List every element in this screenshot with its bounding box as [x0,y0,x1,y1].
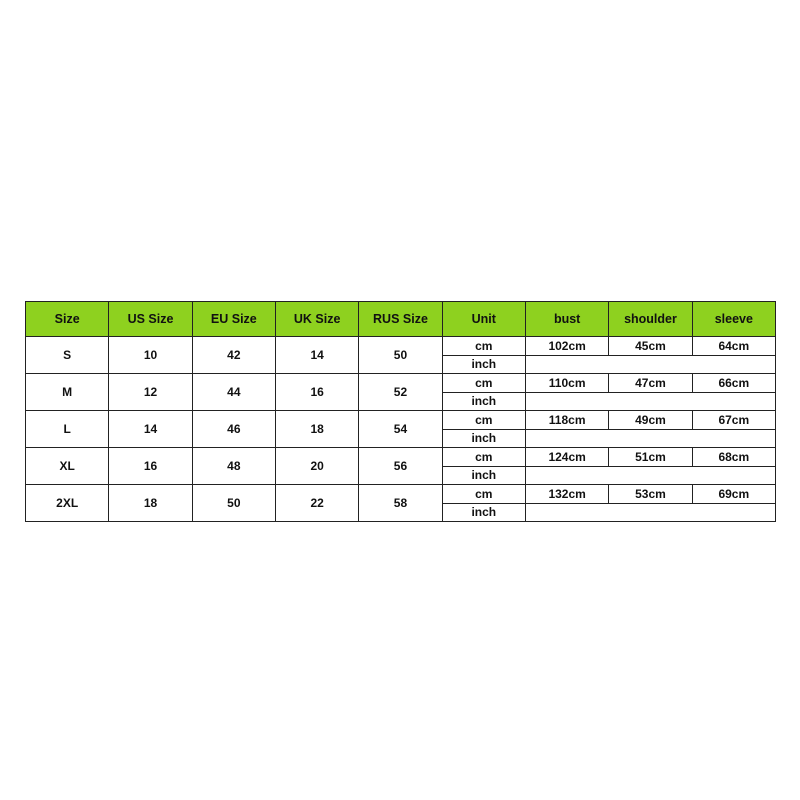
shoulder-cell: 45cm [609,337,692,356]
header-rus-size: RUS Size [359,302,442,337]
unit-cm-cell: cm [442,411,525,430]
rus-size-cell: 52 [359,374,442,411]
inch-values-blank [525,355,775,374]
table-row [26,411,776,430]
rus-size-cell: 56 [359,448,442,485]
table-row [26,337,776,356]
us-size-cell: 12 [109,374,192,411]
header-sleeve: sleeve [692,302,775,337]
us-size-cell: 18 [109,485,192,522]
eu-size-cell: 48 [192,448,275,485]
inch-values-blank [525,466,775,485]
sleeve-cell: 68cm [692,448,775,467]
unit-cm-cell: cm [442,448,525,467]
eu-size-cell: 46 [192,411,275,448]
bust-cell: 132cm [525,485,608,504]
header-size: Size [26,302,109,337]
header-bust: bust [525,302,608,337]
bust-cell: 124cm [525,448,608,467]
table-row [26,448,776,467]
eu-size-cell: 50 [192,485,275,522]
unit-inch-cell: inch [442,503,525,522]
unit-inch-cell: inch [442,392,525,411]
uk-size-cell: 18 [275,411,358,448]
rus-size-cell: 50 [359,337,442,374]
us-size-cell: 14 [109,411,192,448]
sleeve-cell: 64cm [692,337,775,356]
size-cell: 2XL [26,485,109,522]
size-cell: S [26,337,109,374]
us-size-cell: 16 [109,448,192,485]
rus-size-cell: 58 [359,485,442,522]
uk-size-cell: 14 [275,337,358,374]
us-size-cell: 10 [109,337,192,374]
size-cell: M [26,374,109,411]
sleeve-cell: 67cm [692,411,775,430]
header-row [26,302,776,337]
unit-cm-cell: cm [442,337,525,356]
size-cell: XL [26,448,109,485]
header-eu-size: EU Size [192,302,275,337]
sleeve-cell: 66cm [692,374,775,393]
header-shoulder: shoulder [609,302,692,337]
shoulder-cell: 47cm [609,374,692,393]
table-row [26,485,776,504]
eu-size-cell: 42 [192,337,275,374]
shoulder-cell: 49cm [609,411,692,430]
unit-cm-cell: cm [442,485,525,504]
shoulder-cell: 53cm [609,485,692,504]
uk-size-cell: 16 [275,374,358,411]
inch-values-blank [525,503,775,522]
uk-size-cell: 20 [275,448,358,485]
inch-values-blank [525,429,775,448]
unit-inch-cell: inch [442,429,525,448]
unit-inch-cell: inch [442,355,525,374]
bust-cell: 118cm [525,411,608,430]
header-uk-size: UK Size [275,302,358,337]
table-row [26,374,776,393]
sleeve-cell: 69cm [692,485,775,504]
size-chart [25,301,776,522]
unit-inch-cell: inch [442,466,525,485]
uk-size-cell: 22 [275,485,358,522]
rus-size-cell: 54 [359,411,442,448]
header-us-size: US Size [109,302,192,337]
unit-cm-cell: cm [442,374,525,393]
inch-values-blank [525,392,775,411]
header-unit: Unit [442,302,525,337]
shoulder-cell: 51cm [609,448,692,467]
size-table [25,301,776,522]
eu-size-cell: 44 [192,374,275,411]
bust-cell: 110cm [525,374,608,393]
size-cell: L [26,411,109,448]
bust-cell: 102cm [525,337,608,356]
